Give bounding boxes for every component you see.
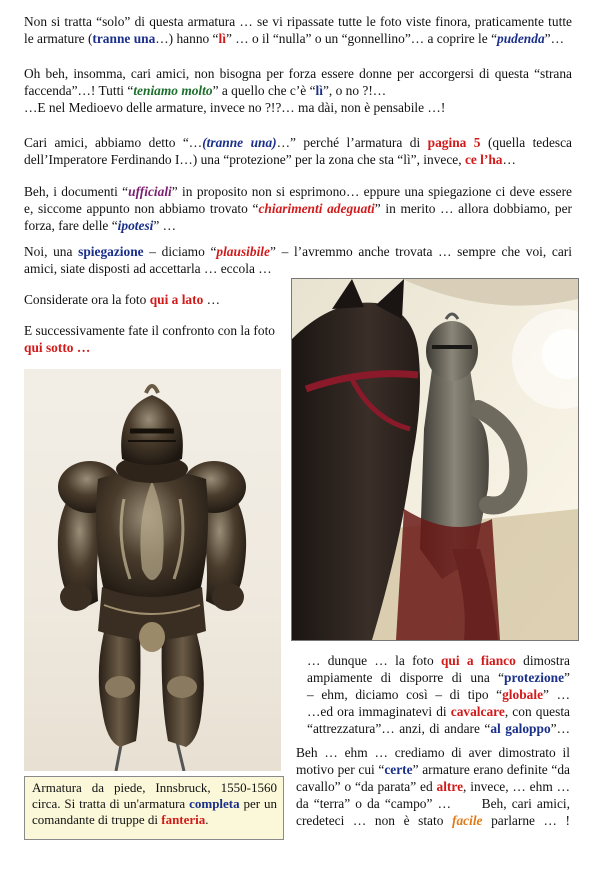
- p7-qui-sotto: qui sotto …: [24, 340, 91, 355]
- p9-text-4: , invece, … ehm …: [463, 779, 570, 794]
- p8-protezione: protezione: [504, 670, 565, 685]
- paragraph-1: [24, 13, 572, 47]
- p8-globale: globale: [502, 687, 544, 702]
- caption-text-2: per un comandante di truppe di: [32, 796, 277, 827]
- caption-text-3: .: [205, 812, 209, 827]
- p6-text: Considerate ora la foto: [24, 292, 150, 307]
- p9-text: motivo per cui “: [296, 762, 385, 777]
- caption-completa: completa: [189, 796, 240, 811]
- p7-line-1: E successivamente fate il confronto con la foto: [24, 323, 275, 338]
- p4-text-4: ” in merito … allora dobbiamo, per: [374, 201, 572, 216]
- p5-plausibile: plausibile: [216, 244, 270, 259]
- p9-facile: facile: [452, 813, 483, 828]
- p6-qui-a-lato: qui a lato: [149, 292, 204, 307]
- p8-text-10: ”…: [550, 721, 570, 736]
- p3-text-5: …: [502, 152, 516, 167]
- p9-text-2: ” armature erano definite “da: [412, 762, 570, 777]
- p1-text-4: ”…: [544, 31, 564, 46]
- p4-ipotesi: ipotesi: [117, 218, 154, 233]
- paragraph-8: [307, 652, 570, 737]
- p4-text-5: forza, fare delle “: [24, 218, 118, 233]
- p2-text: faccenda”…! Tutti “: [24, 83, 134, 98]
- p1-tranne-una: tranne una: [92, 31, 156, 46]
- paragraph-6: [24, 291, 286, 308]
- p9-text-3: cavallo” o “da parata” ed: [296, 779, 437, 794]
- p8-text-9: “attrezzatura”… anzi, di andare “: [307, 721, 491, 736]
- photo-caption: [24, 776, 284, 840]
- p3-text-3: (quella tedesca: [480, 135, 572, 150]
- caption-text: Armatura da piede, Innsbruck, 1550-1560 circa. Si tratta di un'armatura: [32, 780, 277, 811]
- p8-text-8: , con questa: [504, 704, 570, 719]
- mounted-armour-illustration: [292, 279, 578, 640]
- p8-text-4: ”: [564, 670, 570, 685]
- paragraph-5: [24, 243, 572, 277]
- p2-text-2: ” a quello che c’è “: [212, 83, 316, 98]
- p1-line-1: Non si tratta “solo” di questa armatura … se vi ripassate tutte le foto viste finora, praticamente tutte: [24, 14, 572, 29]
- p5-text-2: – diciamo “: [143, 244, 217, 259]
- p2-line-1: Oh beh, insomma, cari amici, non bisogna per forza essere donne per accorgersi di questa “strana: [24, 66, 572, 81]
- p8-al-galoppo: al galoppo: [490, 721, 551, 736]
- p8-text-6: ” …: [543, 687, 570, 702]
- p9-text-6: parlarne … !: [482, 813, 570, 828]
- p8-qui-a-fianco: qui a fianco: [440, 653, 516, 668]
- p6-text-2: …: [203, 292, 221, 307]
- p5-text: Noi, una: [24, 244, 79, 259]
- p4-text-2: ” in proposito non si esprimono… eppure una spiegazione ci deve essere: [171, 184, 572, 199]
- p4-text-3: e, siccome appunto non abbiamo trovato “: [24, 201, 259, 216]
- p5-spiegazione: spiegazione: [78, 244, 144, 259]
- p8-text-2: dimostra: [515, 653, 570, 668]
- paragraph-3: [24, 134, 572, 168]
- p4-text: Beh, i documenti “: [24, 184, 129, 199]
- p1-pudenda: pudenda: [497, 31, 545, 46]
- p9-text-5: credeteci … non è stato: [296, 813, 453, 828]
- p8-text-5: – ehm, diciamo così – di tipo “: [307, 687, 503, 702]
- p8-cavalcare: cavalcare: [450, 704, 505, 719]
- p3-tranne-una: (tranne una): [202, 135, 277, 150]
- p1-text-2: …) hanno “: [155, 31, 219, 46]
- paragraph-4: [24, 183, 572, 234]
- p3-ce-lha: ce l’ha: [464, 152, 503, 167]
- p2-text-3: ”, o no ?!…: [322, 83, 387, 98]
- p3-pagina-5: pagina 5: [427, 135, 481, 150]
- p1-text-3: ” … o il “nulla” o un “gonnellino”… a coprire le “: [225, 31, 498, 46]
- armour-photo-standing: [24, 369, 281, 771]
- p1-li: lì: [218, 31, 226, 46]
- p9-line-4: da “terra” o da “campo” … Beh, cari amici,: [296, 796, 570, 811]
- p1-text: le armature (: [24, 31, 93, 46]
- p9-certe: certe: [384, 762, 413, 777]
- armour-standing-illustration: [24, 369, 281, 771]
- p9-line-1: Beh … ehm … crediamo di aver dimostrato il: [296, 745, 570, 760]
- paragraph-2: [24, 65, 572, 116]
- p2-teniamo-molto: teniamo molto: [133, 83, 213, 98]
- p4-chiarimenti: chiarimenti adeguati: [258, 201, 375, 216]
- p3-text-2: …” perché l’armatura di: [276, 135, 428, 150]
- armour-photo-mounted: [291, 278, 579, 641]
- p4-ufficiali: ufficiali: [128, 184, 172, 199]
- p8-text: … dunque … la foto: [307, 653, 441, 668]
- paragraph-7: [24, 322, 286, 356]
- p4-text-6: ” …: [153, 218, 177, 233]
- p3-text-4: dell’Imperatore Ferdinando I…) una “protezione” per la zona che sta “lì”, invece,: [24, 152, 465, 167]
- p5-line-2: amici, siate disposti ad accettarla … eccola …: [24, 261, 272, 276]
- caption-fanteria: fanteria: [161, 812, 206, 827]
- p2-line-3: …E nel Medioevo delle armature, invece no ?!?… ma dài, non è pensabile …!: [24, 100, 446, 115]
- p3-text: Cari amici, abbiamo detto “…: [24, 135, 203, 150]
- p8-text-7: …ed ora immaginatevi di: [307, 704, 451, 719]
- p2-li: lì: [315, 83, 323, 98]
- p9-altre: altre: [436, 779, 464, 794]
- p8-text-3: ampiamente di disporre di una “: [307, 670, 505, 685]
- p5-text-3: ” – l’avremmo anche trovata … sempre che voi, cari: [269, 244, 572, 259]
- paragraph-9: [296, 744, 570, 829]
